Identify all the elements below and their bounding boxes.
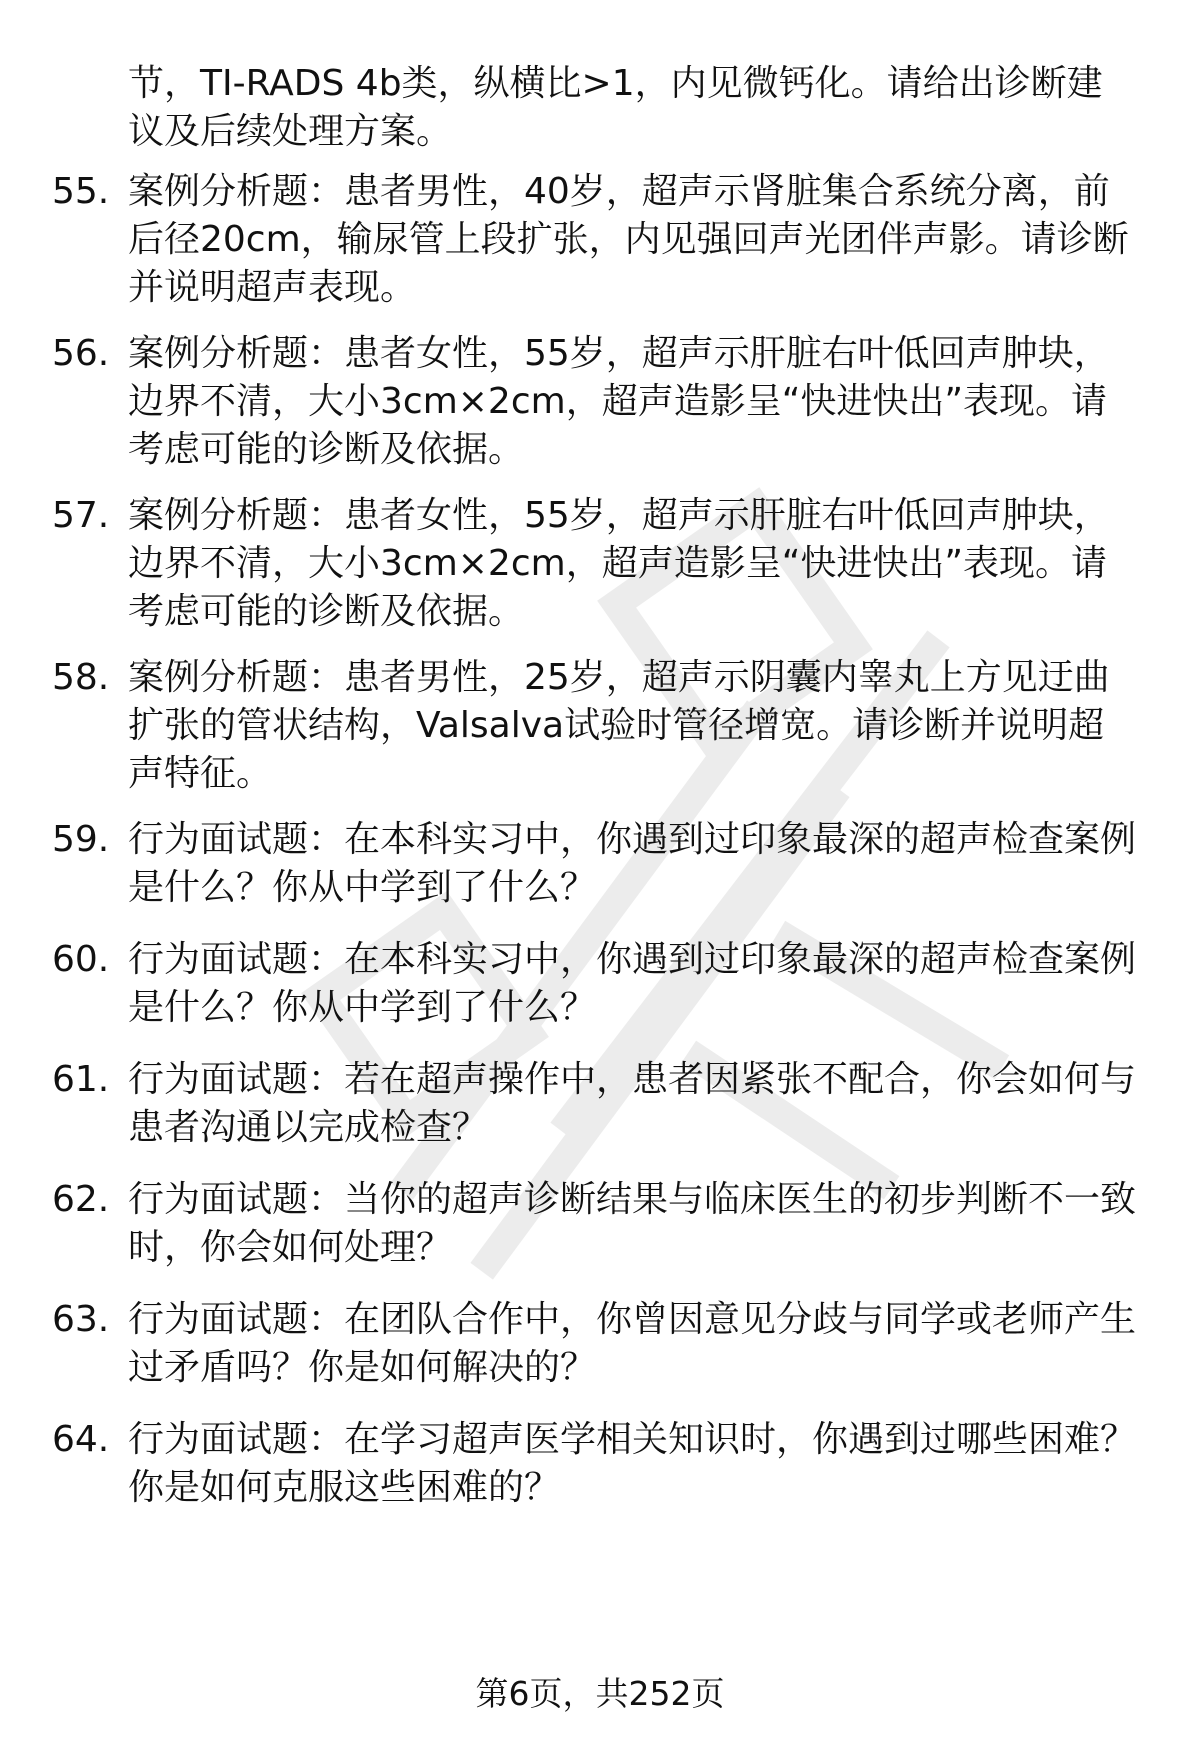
question-number: 63. [52,1299,110,1340]
question-text: 行为面试题：在学习超声医学相关知识时，你遇到过哪些困难？你是如何克服这些困难的？ [128,1419,1137,1508]
question-text: 案例分析题：患者男性，40岁，超声示肾脏集合系统分离，前后径20cm，输尿管上段扩张，内见强回声光团伴声影。请诊断并说明超声表现。 [128,171,1129,308]
question-number: 62. [52,1179,110,1220]
question-text: 行为面试题：在本科实习中，你遇到过印象最深的超声检查案例是什么？你从中学到了什么？ [128,939,1137,1028]
question-text: 行为面试题：在本科实习中，你遇到过印象最深的超声检查案例是什么？你从中学到了什么？ [128,819,1137,908]
question-number: 57. [52,495,110,536]
question-number: 64. [52,1419,110,1460]
question-number: 59. [52,819,110,860]
question-text: 案例分析题：患者女性，55岁，超声示肝脏右叶低回声肿块，边界不清，大小3cm×2cm，超声造影呈“快进快出”表现。请考虑可能的诊断及依据。 [128,333,1110,470]
question-number: 55. [52,171,110,212]
question-number: 61. [52,1059,110,1100]
question-number: 56. [52,333,110,374]
question-number: 58. [52,657,110,698]
continued-question-text: 节，TI-RADS 4b类，纵横比>1，内见微钙化。请给出诊断建议及后续处理方案。 [128,63,1103,152]
question-text: 案例分析题：患者女性，55岁，超声示肝脏右叶低回声肿块，边界不清，大小3cm×2cm，超声造影呈“快进快出”表现。请考虑可能的诊断及依据。 [128,495,1110,632]
page-footer: 第6页，共252页 [475,1674,725,1713]
question-number: 60. [52,939,110,980]
question-text: 案例分析题：患者男性，25岁，超声示阴囊内睾丸上方见迂曲扩张的管状结构，Valsalva试验时管径增宽。请诊断并说明超声特征。 [128,657,1110,794]
question-text: 行为面试题：在团队合作中，你曾因意见分歧与同学或老师产生过矛盾吗？你是如何解决的？ [128,1299,1137,1388]
question-text: 行为面试题：当你的超声诊断结果与临床医生的初步判断不一致时，你会如何处理？ [128,1179,1137,1268]
question-text: 行为面试题：若在超声操作中，患者因紧张不配合，你会如何与患者沟通以完成检查？ [128,1059,1137,1148]
